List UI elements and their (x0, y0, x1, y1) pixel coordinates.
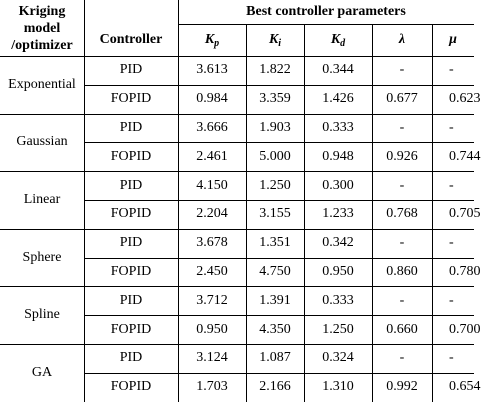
value-kd: 1.250 (322, 321, 354, 337)
param-symbol: K (330, 32, 341, 47)
grid-line (178, 24, 474, 25)
controller-name: FOPID (110, 91, 152, 107)
model-header-line: Kriging (18, 3, 66, 19)
model-name: Linear (23, 191, 61, 207)
grid-line (304, 24, 305, 402)
param-header (432, 24, 474, 56)
value-mu: - (449, 177, 454, 193)
value-kp: 0.950 (196, 321, 228, 337)
controller-name: PID (119, 119, 143, 135)
value-lambda: 0.677 (386, 91, 418, 107)
value-ki: 3.155 (259, 206, 291, 222)
value-lambda: 0.926 (386, 148, 418, 164)
value-lambda: 0.660 (386, 321, 418, 337)
grid-line (178, 0, 179, 402)
param-subscript: i (278, 37, 282, 49)
value-kp: 0.984 (196, 91, 228, 107)
controller-name: PID (119, 177, 143, 193)
value-ki: 1.250 (259, 177, 291, 193)
value-kd: 1.310 (322, 379, 354, 395)
param-symbol: μ (449, 32, 457, 47)
value-kp: 3.678 (196, 235, 228, 251)
grid-line (0, 229, 474, 230)
value-kd: 1.233 (322, 206, 354, 222)
value-ki: 4.350 (259, 321, 291, 337)
param-header (304, 24, 372, 56)
controller-name: PID (119, 292, 143, 308)
value-kd: 0.950 (322, 263, 354, 279)
value-kp: 2.450 (196, 263, 228, 279)
controller-name: PID (119, 235, 143, 251)
value-lambda: - (399, 235, 405, 251)
model-name: GA (31, 364, 53, 380)
value-mu: 0.700 (449, 321, 481, 337)
value-mu: - (449, 119, 454, 135)
model-column-header (0, 0, 84, 56)
value-ki: 1.391 (259, 292, 291, 308)
value-mu: - (449, 350, 454, 366)
model-name: Exponential (8, 76, 76, 92)
model-name: Spline (24, 307, 60, 323)
param-subscript: d (340, 37, 346, 49)
controller-name: FOPID (110, 206, 152, 222)
grid-line (0, 286, 474, 287)
controller-name: FOPID (110, 263, 152, 279)
value-kd: 0.333 (322, 119, 354, 135)
value-ki: 2.166 (259, 379, 291, 395)
value-kd: 0.333 (322, 292, 354, 308)
grid-line (84, 0, 85, 402)
param-header (246, 24, 304, 56)
controller-name: FOPID (110, 148, 152, 164)
value-kd: 0.324 (322, 350, 354, 366)
value-mu: 0.654 (449, 379, 481, 395)
controller-name: PID (119, 62, 143, 78)
value-mu: 0.623 (449, 91, 481, 107)
value-lambda: - (399, 292, 405, 308)
value-lambda: 0.768 (386, 206, 418, 222)
value-kp: 1.703 (196, 379, 228, 395)
value-ki: 5.000 (259, 148, 291, 164)
value-lambda: 0.860 (386, 263, 418, 279)
value-mu: 0.744 (449, 148, 481, 164)
controller-column-header: Controller (99, 32, 163, 47)
model-name: Sphere (22, 249, 62, 265)
param-symbol: K (268, 32, 279, 47)
value-mu: 0.780 (449, 263, 481, 279)
grid-line (372, 24, 373, 402)
value-kp: 2.461 (196, 148, 228, 164)
grid-line (432, 24, 433, 402)
value-kp: 3.124 (196, 350, 228, 366)
value-ki: 3.359 (259, 91, 291, 107)
grid-line (0, 56, 474, 57)
value-kp: 3.613 (196, 62, 228, 78)
value-lambda: - (399, 177, 405, 193)
model-name: Gaussian (16, 134, 68, 150)
value-ki: 1.087 (259, 350, 291, 366)
value-ki: 4.750 (259, 263, 291, 279)
controller-name: FOPID (110, 321, 152, 337)
controller-name: PID (119, 350, 143, 366)
value-mu: 0.705 (449, 206, 481, 222)
value-mu: - (449, 292, 454, 308)
value-kp: 2.204 (196, 206, 228, 222)
value-lambda: - (399, 62, 405, 78)
param-subscript: p (214, 37, 220, 49)
value-kd: 0.948 (322, 148, 354, 164)
grid-line (0, 344, 474, 345)
value-kd: 0.344 (322, 62, 354, 78)
value-kd: 0.300 (322, 177, 354, 193)
model-header-line: /optimizer (11, 37, 73, 53)
value-ki: 1.822 (259, 62, 291, 78)
value-ki: 1.903 (259, 119, 291, 135)
grid-line (0, 114, 474, 115)
group-title: Best controller parameters (246, 4, 406, 19)
param-header (178, 24, 246, 56)
value-lambda: - (399, 119, 405, 135)
grid-line (246, 24, 247, 402)
controller-name: FOPID (110, 379, 152, 395)
value-kd: 0.342 (322, 235, 354, 251)
model-header-line: model (23, 20, 61, 36)
value-kp: 4.150 (196, 177, 228, 193)
value-lambda: 0.992 (386, 379, 418, 395)
param-symbol: λ (398, 32, 406, 47)
grid-line (0, 171, 474, 172)
value-lambda: - (399, 350, 405, 366)
value-mu: - (449, 235, 454, 251)
value-mu: - (449, 62, 454, 78)
param-symbol: K (204, 32, 215, 47)
param-header (372, 24, 432, 56)
value-kd: 1.426 (322, 91, 354, 107)
value-kp: 3.712 (196, 292, 228, 308)
value-ki: 1.351 (259, 235, 291, 251)
value-kp: 3.666 (196, 119, 228, 135)
